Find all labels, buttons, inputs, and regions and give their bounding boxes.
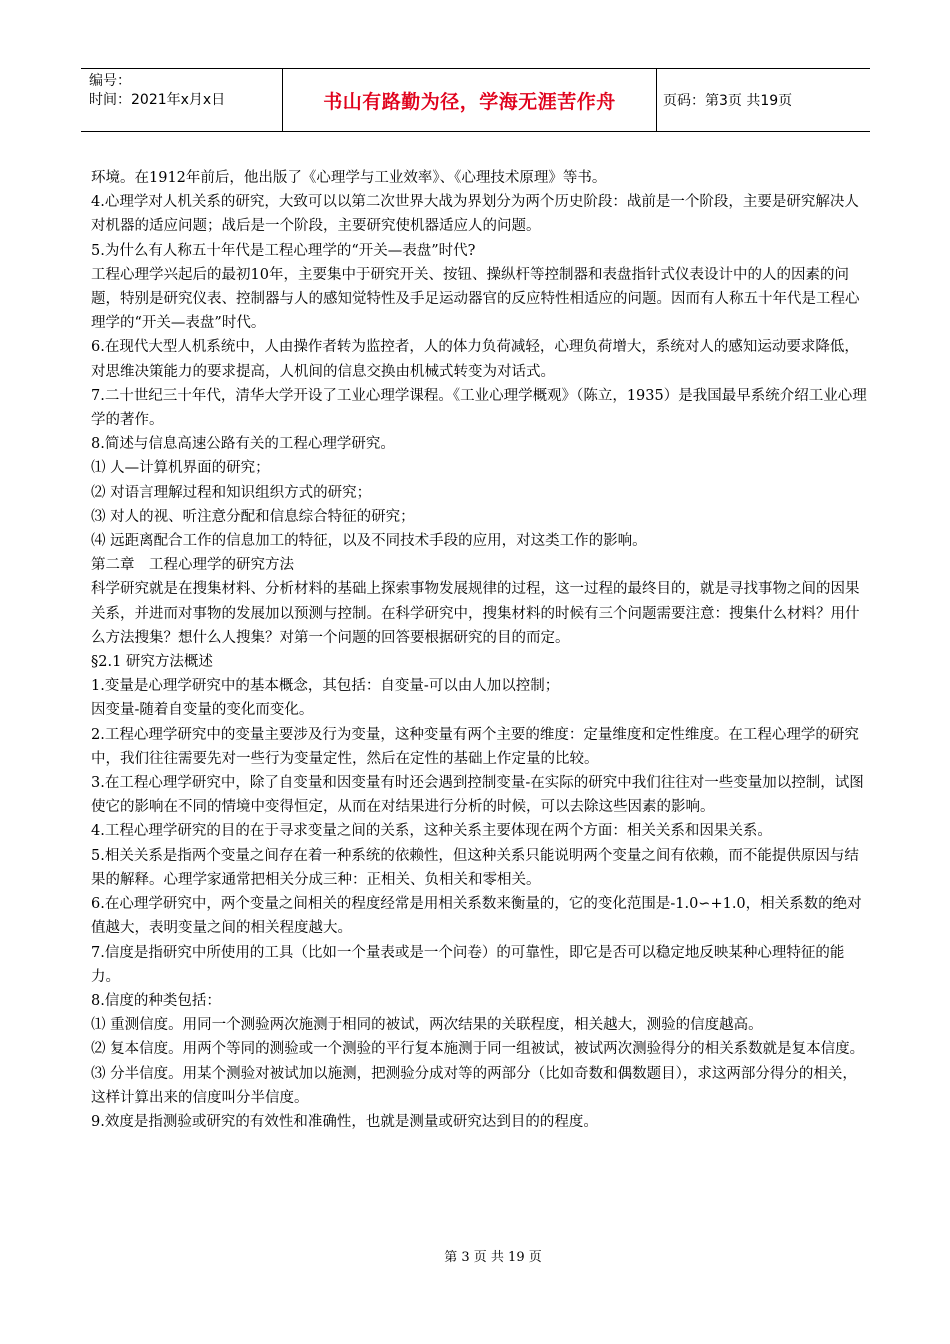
paragraph: 4.工程心理学研究的目的在于寻求变量之间的关系，这种关系主要体现在两个方面：相关关系和因果关系。 xyxy=(91,823,772,840)
page-header xyxy=(81,68,870,132)
paragraph: 6.在心理学研究中，两个变量之间相关的程度经常是用相关系数来衡量的，它的变化范围是-1.0∽+1.0，相关系数的绝对值越大，表明变量之间的相关程度越大。 xyxy=(91,896,862,937)
chapter-heading: 第二章 工程心理学的研究方法 xyxy=(91,557,294,574)
section-heading: §2.1 研究方法概述 xyxy=(91,654,213,671)
paragraph: 6.在现代大型人机系统中，人由操作者转为监控者，人的体力负荷减轻，心理负荷增大，系统对人的感知运动要求降低，对思维决策能力的要求提高，人机间的信息交换由机械式转变为对话式。 xyxy=(91,339,859,380)
header-page-number: 页码：第3页 共19页 xyxy=(663,93,793,109)
list-item: ⑶ 对人的视、听注意分配和信息综合特征的研究； xyxy=(91,508,415,525)
document-body xyxy=(91,166,867,1134)
list-item: ⑴ 人—计算机界面的研究； xyxy=(91,460,270,477)
page-footer: 第 3 页 共 19 页 xyxy=(444,1250,542,1265)
paragraph: 4.心理学对人机关系的研究，大致可以以第二次世界大战为界划分为两个历史阶段：战前是一个阶段，主要是研究解决人对机器的适应问题；战后是一个阶段，主要研究使机器适应人的问题。 xyxy=(91,194,859,235)
document-number-label: 编号： xyxy=(89,73,131,89)
paragraph: 9.效度是指测验或研究的有效性和准确性，也就是测量或研究达到目的的程度。 xyxy=(91,1113,598,1130)
list-item: ⑶ 分半信度。用某个测验对被试加以施测，把测验分成对等的两部分（比如奇数和偶数题目），求这两部分得分的相关，这样计算出来的信度叫分半信度。 xyxy=(91,1065,857,1106)
paragraph: 5.相关关系是指两个变量之间存在着一种系统的依赖性，但这种关系只能说明两个变量之间有依赖，而不能提供原因与结果的解释。心理学家通常把相关分成三种：正相关、负相关和零相关。 xyxy=(91,847,859,888)
paragraph: 因变量-随着自变量的变化而变化。 xyxy=(91,702,314,719)
paragraph: 7.信度是指研究中所使用的工具（比如一个量表或是一个问卷）的可靠性，即它是否可以稳定地反映某种心理特征的能力。 xyxy=(91,944,845,985)
paragraph: 8.信度的种类包括： xyxy=(91,992,221,1009)
list-item: ⑷ 远距离配合工作的信息加工的特征，以及不同技术手段的应用，对这类工作的影响。 xyxy=(91,533,647,550)
paragraph: 7.二十世纪三十年代，清华大学开设了工业心理学课程。《工业心理学概观》（陈立，1935）是我国最早系统介绍工业心理学的著作。 xyxy=(91,387,867,429)
paragraph: 科学研究就是在搜集材料、分析材料的基础上探索事物发展规律的过程，这一过程的最终目的，就是寻找事物之间的因果关系，并进而对事物的发展加以预测与控制。在科学研究中，搜集材料的时候有三个问题需要注意：搜集什么材料？用什么方法搜集？想什么人搜集？对第一个问题的回答要根据研究的目的而定。 xyxy=(91,581,860,646)
header-motto: 书山有路勤为径，学海无涯苦作舟 xyxy=(283,69,657,131)
paragraph: 环境。在1912年前后，他出版了《心理学与工业效率》、《心理技术原理》等书。 xyxy=(91,170,607,186)
paragraph: 3.在工程心理学研究中，除了自变量和因变量有时还会遇到控制变量-在实际的研究中我们往往对一些变量加以控制，试图使它的影响在不同的情境中变得恒定，从而在对结果进行分析的时候，可以去除这些因素的影响。 xyxy=(91,775,864,816)
paragraph: 8.简述与信息高速公路有关的工程心理学研究。 xyxy=(91,436,395,453)
list-item: ⑵ 对语言理解过程和知识组织方式的研究； xyxy=(91,484,372,501)
paragraph: 5.为什么有人称五十年代是工程心理学的“开关—表盘”时代? xyxy=(91,242,476,259)
document-time-label: 时间：2021年x月x日 xyxy=(89,92,226,108)
list-item: ⑵ 复本信度。用两个等同的测验或一个测验的平行复本施测于同一组被试，被试两次测验得分的相关系数就是复本信度。 xyxy=(91,1041,865,1058)
paragraph: 1.变量是心理学研究中的基本概念，其包括：自变量-可以由人加以控制； xyxy=(91,678,560,695)
paragraph: 工程心理学兴起后的最初10年，主要集中于研究开关、按钮、操纵杆等控制器和表盘指针式仪表设计中的人的因素的问题，特别是研究仪表、控制器与人的感知觉特性及手足运动器官的反应特性相适应的问题。因而有人称五十年代是工程心理学的“开关—表盘”时代。 xyxy=(91,266,860,332)
header-meta xyxy=(81,69,283,131)
paragraph: 2.工程心理学研究中的变量主要涉及行为变量，这种变量有两个主要的维度：定量维度和定性维度。在工程心理学的研究中，我们往往需要先对一些行为变量定性，然后在定性的基础上作定量的比较。 xyxy=(91,726,859,767)
list-item: ⑴ 重测信度。用同一个测验两次施测于相同的被试，两次结果的关联程度，相关越大，测验的信度越高。 xyxy=(91,1017,763,1034)
